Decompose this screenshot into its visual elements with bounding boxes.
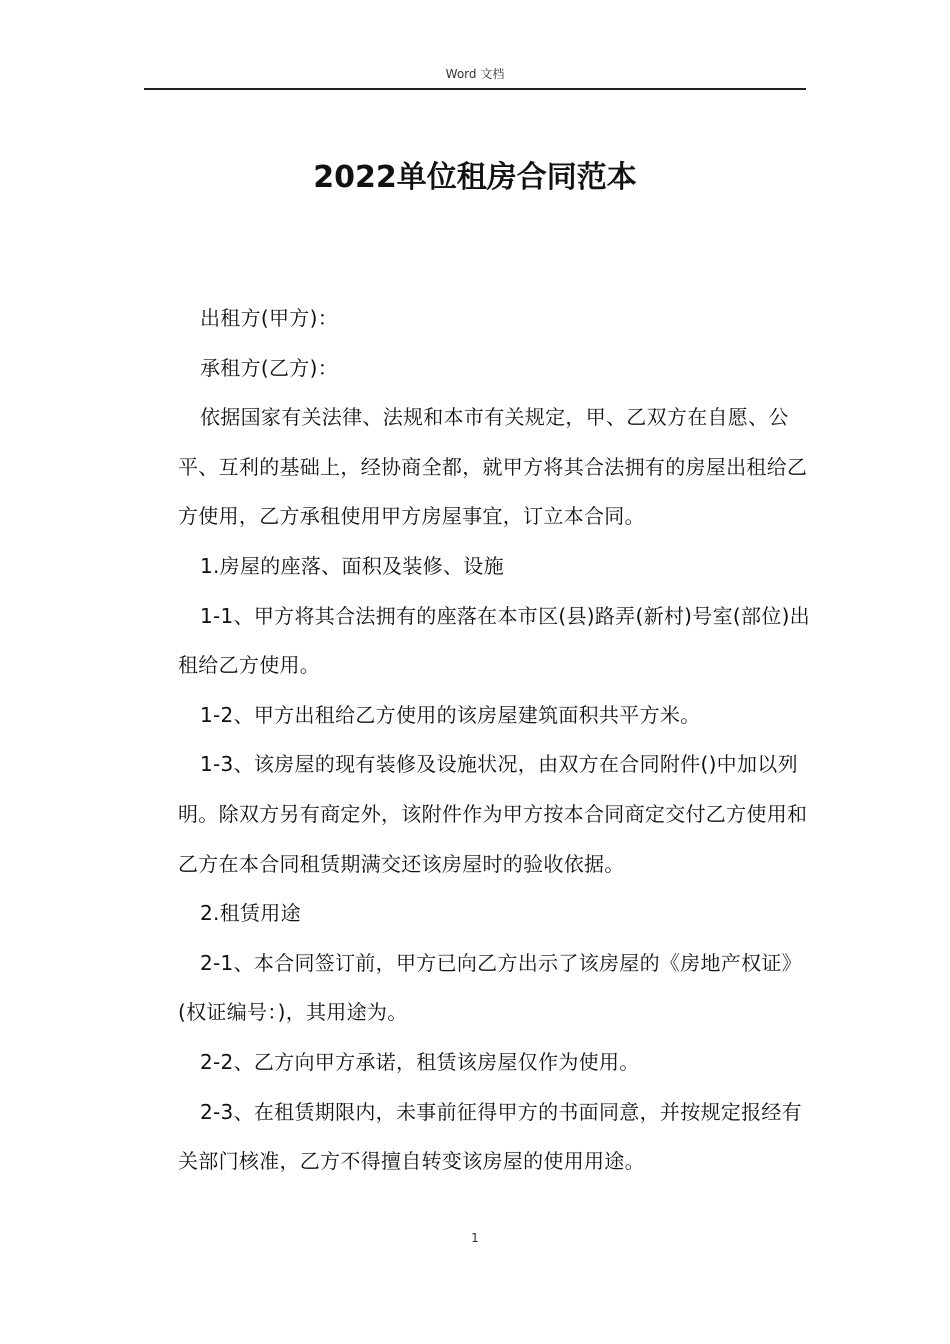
- clause-1-1: 1-1、甲方将其合法拥有的座落在本市区(县)路弄(新村)号室(部位)出租给乙方使用。: [178, 603, 810, 678]
- clause-2-3: 2-3、在租赁期限内，未事前征得甲方的书面同意，并按规定报经有关部门核准，乙方不得擅自转变该房屋的使用用途。: [178, 1099, 802, 1174]
- document-title: 2022单位租房合同范本: [313, 160, 637, 195]
- clause-1-2: 1-2、甲方出租给乙方使用的该房屋建筑面积共平方米。: [200, 702, 701, 727]
- page-number: 1: [471, 1231, 479, 1245]
- page-header-label: Word 文档: [445, 67, 505, 81]
- clause-2-1: 2-1、本合同签订前，甲方已向乙方出示了该房屋的《房地产权证》(权证编号：)，其用途为。: [178, 950, 802, 1025]
- document-body: [178, 294, 818, 1187]
- section-heading-2: 2.租赁用途: [200, 901, 301, 926]
- header-divider: [144, 88, 806, 90]
- paragraph-preamble: 依据国家有关法律、法规和本市有关规定，甲、乙双方在自愿、公平、互利的基础上，经协商全都，就甲方将其合法拥有的房屋出租给乙方使用，乙方承租使用甲方房屋事宜，订立本合同。: [178, 405, 808, 529]
- paragraph-lessee: 承租方(乙方)：: [200, 355, 339, 380]
- section-heading-1: 1.房屋的座落、面积及装修、设施: [200, 553, 504, 578]
- clause-2-2: 2-2、乙方向甲方承诺，租赁该房屋仅作为使用。: [200, 1049, 640, 1074]
- clause-1-3: 1-3、该房屋的现有装修及设施状况，由双方在合同附件()中加以列明。除双方另有商定外，该附件作为甲方按本合同商定交付乙方使用和乙方在本合同租赁期满交还该房屋时的验收依据。: [178, 752, 808, 876]
- paragraph-lessor: 出租方(甲方)：: [200, 306, 339, 330]
